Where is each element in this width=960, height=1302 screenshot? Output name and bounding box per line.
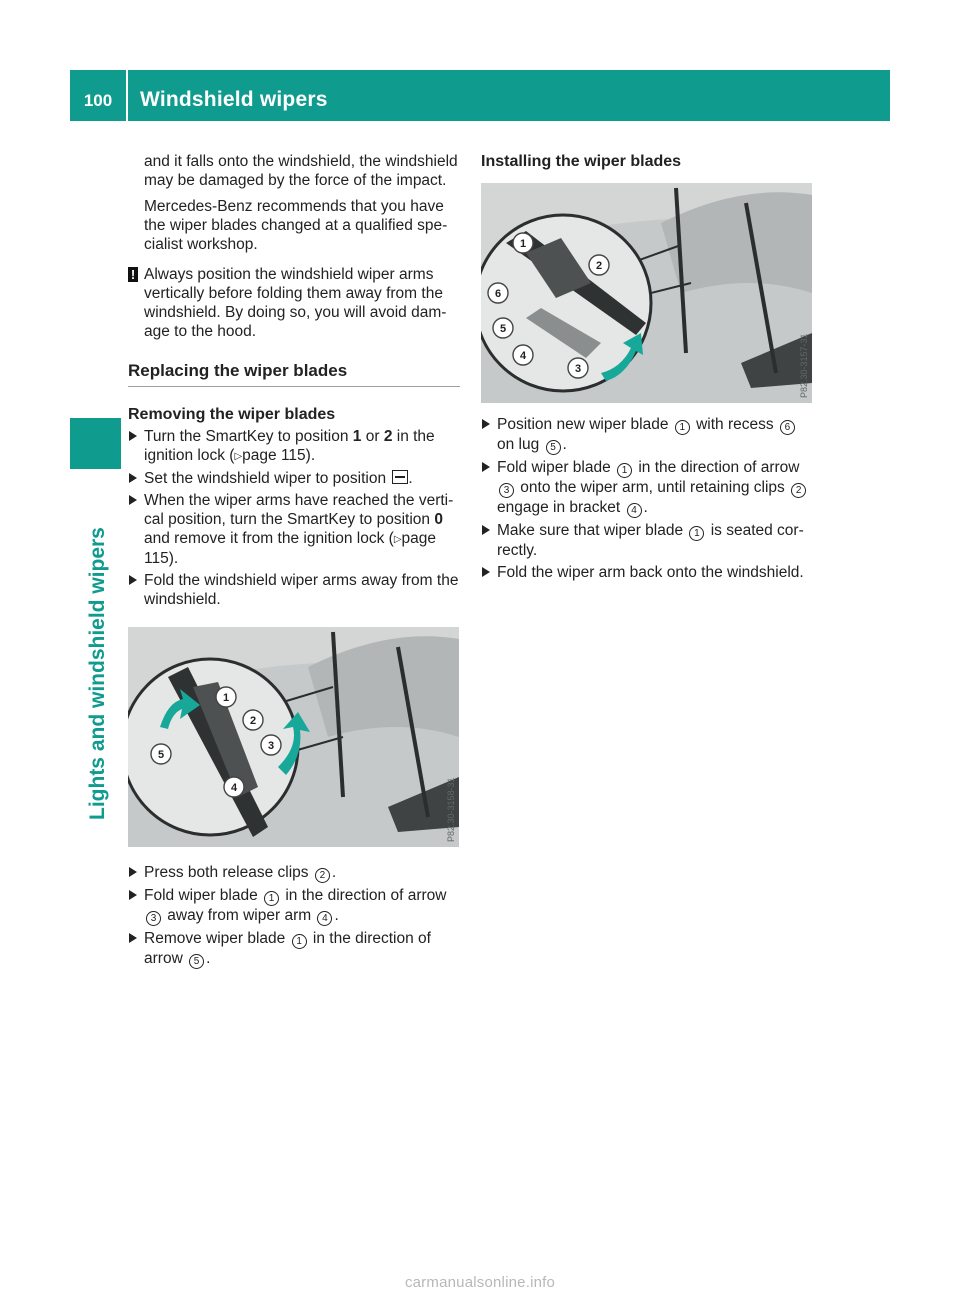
step-text: . <box>331 864 337 881</box>
installing-wiper-figure <box>481 183 812 403</box>
callout-ref: 5 <box>546 440 561 455</box>
step-text: Position new wiper blade <box>497 416 673 433</box>
position-number: 0 <box>434 511 443 528</box>
step-text: Fold the wiper arm back onto the windshield. <box>497 564 804 581</box>
callout-ref: 1 <box>675 420 690 435</box>
callout-label: 3 <box>574 363 582 375</box>
removing-step-3 <box>128 491 460 568</box>
removing-wiper-figure <box>128 627 459 847</box>
callout-ref: 3 <box>499 483 514 498</box>
step-text: . <box>408 470 413 487</box>
step-text: Fold wiper blade <box>144 887 263 904</box>
watermark: carmanualsonline.info <box>404 1274 556 1291</box>
page-number: 100 <box>83 91 113 110</box>
step-text: Turn the SmartKey to position <box>144 428 353 445</box>
callout-label: 2 <box>595 260 603 272</box>
callout-ref: 2 <box>315 868 330 883</box>
removing-step-2 <box>128 469 460 488</box>
callout-ref: 1 <box>617 463 632 478</box>
installing-step-2 <box>481 458 816 518</box>
page-ref-icon: ▷ <box>393 534 402 545</box>
step-arrow-icon <box>482 567 490 577</box>
step-arrow-icon <box>129 867 137 877</box>
callout-label: 4 <box>519 350 527 362</box>
callout-label: 5 <box>499 323 507 335</box>
removing-step-6 <box>128 886 460 926</box>
step-arrow-icon <box>129 495 137 505</box>
step-text: in the direction of arrow <box>144 930 431 967</box>
callout-ref: 4 <box>627 503 642 518</box>
step-text: in the ignition lock ( <box>144 428 435 464</box>
position-number: 1 <box>352 428 362 445</box>
left-column <box>128 152 460 969</box>
position-number: 2 <box>383 428 393 445</box>
section-title: Windshield wipers <box>140 88 328 111</box>
wiper-off-position-icon <box>392 470 408 484</box>
step-arrow-icon <box>129 575 137 585</box>
step-text: Set the windshield wiper to position <box>144 470 391 487</box>
heading-replacing: Replacing the wiper blades <box>128 361 460 387</box>
chapter-label: Lights and windshield wipers <box>86 527 109 820</box>
step-arrow-icon <box>482 525 490 535</box>
step-text: Remove wiper blade <box>144 930 290 947</box>
intro-paragraph-1: and it falls onto the windshield, the windshield may be damaged by the force of the impact. <box>144 153 458 189</box>
header-divider <box>126 70 128 121</box>
callout-label: 4 <box>230 782 238 794</box>
callout-label: 2 <box>249 715 257 727</box>
callout-ref: 6 <box>780 420 795 435</box>
step-text: Press both release clips <box>144 864 313 881</box>
step-text: on lug <box>497 436 544 453</box>
removing-step-1 <box>128 427 460 466</box>
step-arrow-icon <box>129 473 137 483</box>
step-arrow-icon <box>129 431 137 441</box>
step-text: When the wiper arms have reached the verti- cal position, turn the SmartKey to position <box>144 492 454 528</box>
step-text: is seated cor- rectly. <box>497 522 804 559</box>
step-text: . <box>334 907 339 924</box>
callout-label: 1 <box>519 238 527 250</box>
warning-text: Always position the windshield wiper arms vertically before folding them away from the windshield. By doing so, you will avoid dam- age to the hood. <box>144 266 447 340</box>
intro-paragraph-2: Mercedes-Benz recommends that you have the wiper blades changed at a qualified spe- cialist workshop. <box>144 198 448 253</box>
callout-label: 5 <box>157 749 165 761</box>
step-text: away from wiper arm <box>163 907 316 924</box>
callout-ref: 4 <box>317 911 332 926</box>
removing-step-7 <box>128 929 460 969</box>
step-text: in the direction of arrow <box>634 459 800 476</box>
callout-ref: 1 <box>264 891 279 906</box>
callout-ref: 1 <box>292 934 307 949</box>
callout-ref: 5 <box>189 954 204 969</box>
heading-installing: Installing the wiper blades <box>481 153 682 170</box>
step-arrow-icon <box>129 890 137 900</box>
installing-step-1 <box>481 415 816 455</box>
figure-code: P82.30-3157-31 <box>799 333 809 398</box>
step-text: Make sure that wiper blade <box>497 522 688 539</box>
callout-label: 1 <box>222 692 230 704</box>
step-text: engage in bracket <box>497 499 625 516</box>
step-text: and remove it from the ignition lock ( <box>144 530 394 547</box>
removing-step-5 <box>128 863 460 883</box>
callout-label: 6 <box>494 288 502 300</box>
warning-note <box>128 265 460 341</box>
page-ref-link[interactable]: page 115). <box>242 447 316 464</box>
removing-step-4 <box>128 571 460 609</box>
step-text: Fold the windshield wiper arms away from the windshield. <box>144 572 459 608</box>
step-text: with recess <box>691 416 778 433</box>
callout-ref: 2 <box>791 483 806 498</box>
figure-code: P82.30-3158-31 <box>446 777 456 842</box>
installing-step-4 <box>481 563 816 582</box>
heading-removing: Removing the wiper blades <box>128 406 336 423</box>
page-ref-link[interactable]: page 115). <box>144 530 437 567</box>
step-text: or <box>361 428 384 445</box>
callout-label: 3 <box>267 740 275 752</box>
callout-ref: 1 <box>689 526 704 541</box>
warning-icon: ! <box>128 267 138 282</box>
step-text: onto the wiper arm, until retaining clips <box>516 479 790 496</box>
step-arrow-icon <box>129 933 137 943</box>
step-arrow-icon <box>482 462 490 472</box>
right-column <box>481 152 816 582</box>
step-text: . <box>206 950 211 967</box>
installing-step-3 <box>481 521 816 560</box>
step-text: in the direction of arrow <box>281 887 447 904</box>
step-text: . <box>562 436 567 453</box>
callout-ref: 3 <box>146 911 161 926</box>
page-ref-icon: ▷ <box>234 451 243 462</box>
step-arrow-icon <box>482 419 490 429</box>
step-text: . <box>643 499 648 516</box>
step-text: Fold wiper blade <box>497 459 616 476</box>
